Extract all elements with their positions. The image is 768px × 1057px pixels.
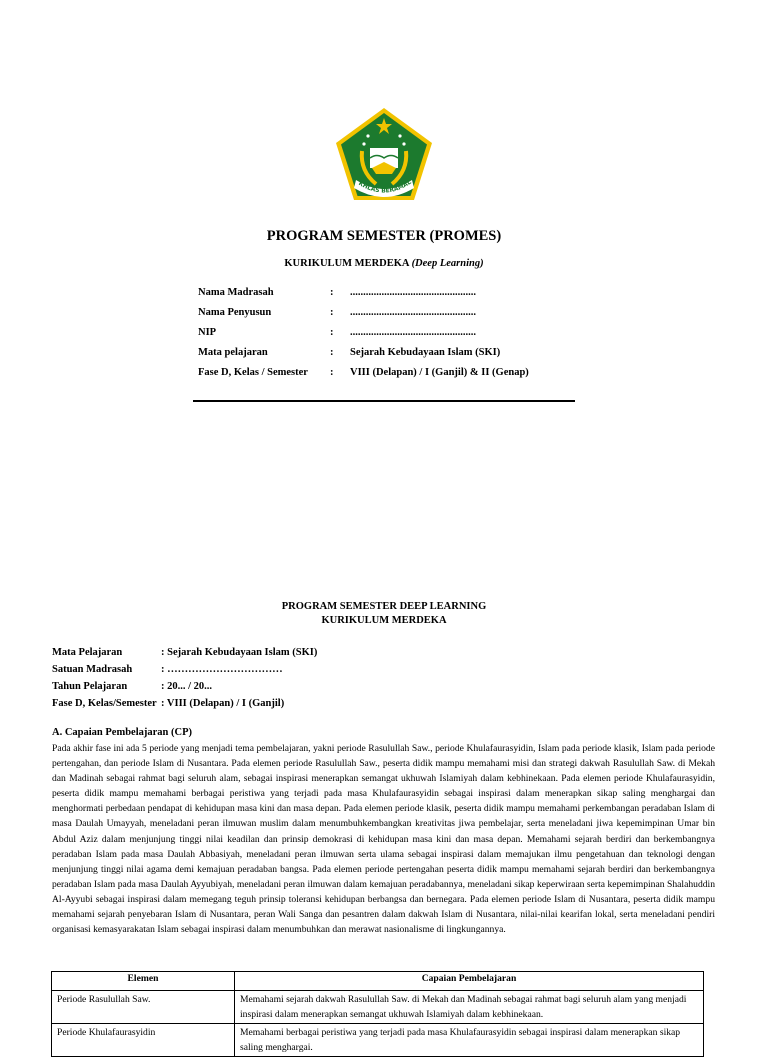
meta-value: : VIII (Delapan) / I (Ganjil) xyxy=(161,698,285,709)
meta-row-mapel xyxy=(52,647,452,664)
info-value: Sejarah Kebudayaan Islam (SKI) xyxy=(350,347,501,358)
info-value: ................................................ xyxy=(350,327,476,338)
meta-value: : 20... / 20... xyxy=(161,681,213,692)
info-label: Fase D, Kelas / Semester xyxy=(198,367,308,378)
cover-subtitle xyxy=(0,258,768,269)
table-header-row xyxy=(52,972,704,991)
info-label: NIP xyxy=(198,327,217,338)
info-colon: : xyxy=(330,287,334,298)
cover-info-block xyxy=(198,287,578,387)
cover-divider xyxy=(193,400,575,402)
page2-title-line2: KURIKULUM MERDEKA xyxy=(321,615,447,626)
cp-heading: A. Capaian Pembelajaran (CP) xyxy=(52,727,192,738)
meta-row-tahun xyxy=(52,681,452,698)
meta-label: Satuan Madrasah xyxy=(52,664,133,675)
meta-row-satuan xyxy=(52,664,452,681)
info-colon: : xyxy=(330,307,334,318)
info-colon: : xyxy=(330,367,334,378)
info-row-penyusun xyxy=(198,307,578,327)
table-row xyxy=(52,1024,704,1057)
info-label: Nama Penyusun xyxy=(198,307,272,318)
meta-label: Mata Pelajaran xyxy=(52,647,123,658)
info-value: ................................................ xyxy=(350,287,476,298)
info-label: Mata pelajaran xyxy=(198,347,268,358)
info-label: Nama Madrasah xyxy=(198,287,274,298)
table-cell-elemen: Periode Rasulullah Saw. xyxy=(52,991,235,1024)
meta-value: : …………………………… xyxy=(161,664,283,675)
table-cell-capaian: Memahami berbagai peristiwa yang terjadi pada masa Khulafaurasyidin sebagai inspirasi dalam menerapkan sikap saling menghargai. xyxy=(235,1024,704,1057)
table-header-capaian: Capaian Pembelajaran xyxy=(235,972,704,991)
table-cell-capaian: Memahami sejarah dakwah Rasulullah Saw. di Mekah dan Madinah sebagai rahmat bagi seluruh alam yang menjadi inspirasi dalam menerapkan semangat ukhuwah Islamiyah dalam kebhinekaan. xyxy=(235,991,704,1024)
kemenag-logo xyxy=(334,106,434,204)
info-value: ................................................ xyxy=(350,307,476,318)
cover-subtitle-italic: (Deep Learning) xyxy=(411,258,484,269)
logo-ribbon-text: KHLAS BERAMAL xyxy=(357,178,413,195)
meta-label: Tahun Pelajaran xyxy=(52,681,128,692)
meta-label: Fase D, Kelas/Semester xyxy=(52,698,157,709)
info-value: VIII (Delapan) / I (Ganjil) & II (Genap) xyxy=(350,367,529,378)
meta-row-fase xyxy=(52,698,452,715)
page2-title-line1: PROGRAM SEMESTER DEEP LEARNING xyxy=(281,601,487,612)
meta-value: : Sejarah Kebudayaan Islam (SKI) xyxy=(161,647,318,658)
table-header-elemen: Elemen xyxy=(52,972,235,991)
info-row-fase xyxy=(198,367,578,387)
page2-title xyxy=(0,600,768,628)
info-colon: : xyxy=(330,347,334,358)
info-colon: : xyxy=(330,327,334,338)
table-row xyxy=(52,991,704,1024)
cover-subtitle-prefix: KURIKULUM MERDEKA xyxy=(284,258,409,269)
cp-table xyxy=(51,971,704,1057)
page2-meta xyxy=(52,647,452,715)
info-row-mapel xyxy=(198,347,578,367)
info-row-nip xyxy=(198,327,578,347)
table-cell-elemen: Periode Khulafaurasyidin xyxy=(52,1024,235,1057)
cover-title: PROGRAM SEMESTER (PROMES) xyxy=(266,228,502,244)
info-row-madrasah xyxy=(198,287,578,307)
cp-paragraph: Pada akhir fase ini ada 5 periode yang menjadi tema pembelajaran, yakni periode Rasulullah Saw., periode Khulafaurasyidin, Islam pada periode klasik, Islam pada periode pertengahan, dan periode Islam di Nusantara. Pada elemen periode Rasulullah Saw., peserta didik mampu memahami misi dan strategi dakwah Rasulullah Saw. di Mekah dan Madinah sebagai rahmat bagi seluruh alam, sebagai inspirasi menerapkan semangat ukhuwah Islamiyah dalam kebhinekaan. Pada elemen periode Khulafaurasyidin, peserta didik mampu memahami berbagai peristiwa yang terjadi pada masa Khulafaurasyidin sebagai inspirasi dalam menerapkan sikap saling menghargai dan menghormati perbedaan pendapat di kehidupan masa kini dan masa depan. Pada elemen periode klasik, peserta didik mampu memahami perkembangan peradaban Islam di masa Daulah Umayyah, meneladani peran ilmuwan muslim dalam menumbuhkembangkan kreativitas jiwa pembelajar, serta meneladani jiwa kepemimpinan Umar bin Abdul Aziz dalam menjunjung tinggi nilai keadilan dan prinsip demokrasi di kehidupan masa kini dan masa depan. Memahami sejarah berdiri dan berkembangnya peradaban Islam pada masa Daulah Abbasiyah, meneladani peran ilmuwan serta ulama sebagai inspirasi dalam memajukan ilmu pengetahuan dan teknologi dengan menjunjung tinggi nilai agama demi kemajuan peradaban bangsa. Pada elemen periode pertengahan peserta didik mampu memahami sejarah berdiri dan berkembangnya peradaban Islam pada masa Daulah Ayyubiyah, meneladani peran ilmuwan dalam kemajuan peradabannya, meneladani sikap keperwiraan serta kepemimpinan Shalahuddin Al-Ayyubi sebagai inspirasi dalam memegang teguh prinsip toleransi kehidupan berbangsa dan bernegara. Pada elemen periode Islam di Nusantara, peserta didik mampu memahami sejarah penyebaran Islam di Nusantara, peran Wali Sanga dan pesantren dalam dakwah Islam di Nusantara, nilai-nilai kearifan lokal, serta meneladani pendiri organisasi kemasyarakatan Islam sebagai inspirasi dalam menumbuhkan dan merawat nasionalisme di lingkungannya. xyxy=(52,743,715,936)
